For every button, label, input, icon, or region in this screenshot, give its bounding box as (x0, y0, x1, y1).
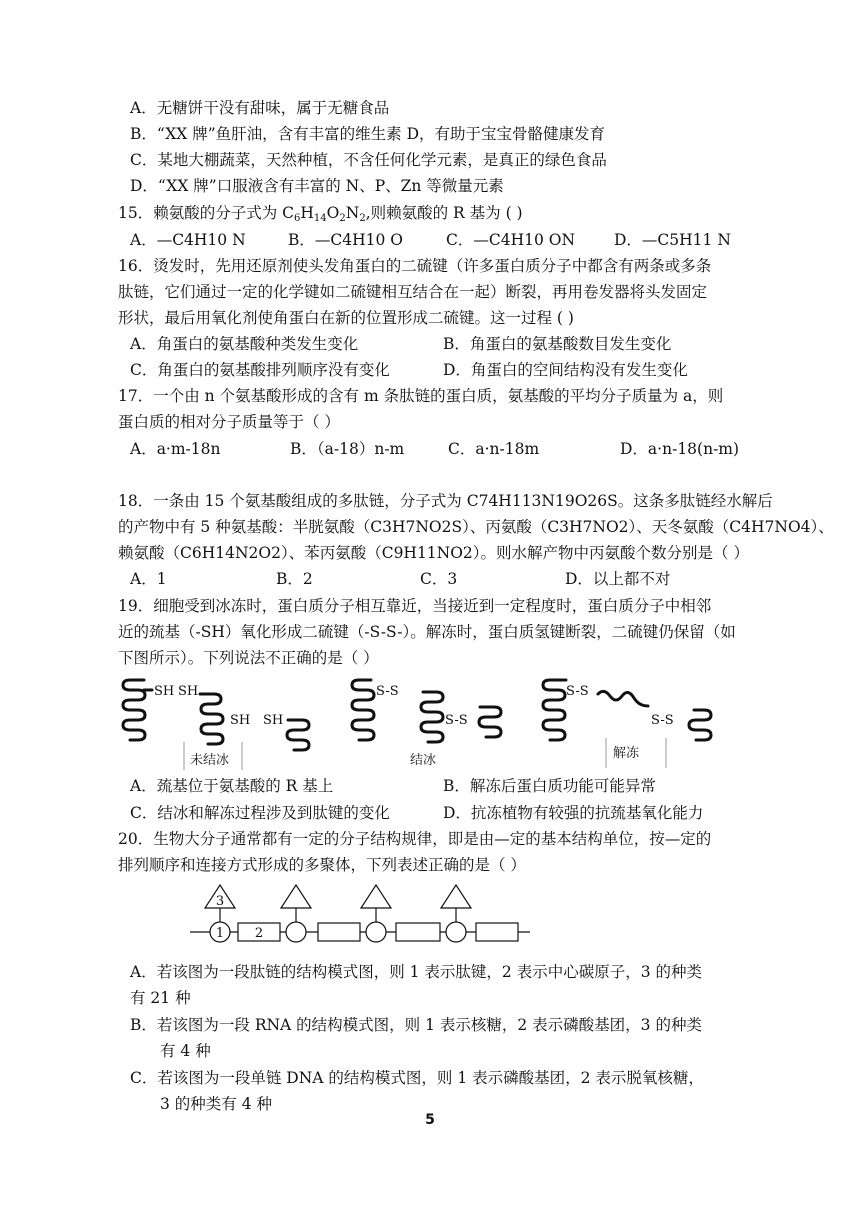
protein-chain-3a (543, 680, 566, 740)
q20-line-1: 20．生物大分子通常都有一定的分子结构规律，即是由—定的基本结构单位，按—定的 (118, 830, 712, 848)
q14-option-c: C．某地大棚蔬菜，天然种植，不含任何化学元素，是真正的绿色食品 (130, 151, 607, 169)
q19-option-a: A．巯基位于氨基酸的 R 基上 (130, 777, 334, 795)
q16-option-d: D．角蛋白的空间结构没有发生变化 (443, 361, 688, 379)
ss-label-1: S-S (376, 684, 399, 699)
q20-option-b-line-2: 有 4 种 (160, 1042, 211, 1060)
rect-unit-2 (318, 923, 360, 941)
q16-line-2: 肽链，它们通过一定的化学键如二硫键相互结合在一起）断裂，再用卷发器将头发固定 (118, 283, 708, 301)
q18-line-2: 的产物中有 5 种氨基酸：半胱氨酸（C3H7NO2S）、丙氨酸（C3H7NO2）、天冬氨酸（C4H7NO4）、 (118, 518, 834, 536)
q20-option-c-line-1: C．若该图为一段单链 DNA 的结构模式图，则 1 表示磷酸基团，2 表示脱氧核糖， (130, 1069, 704, 1087)
q18-line-1: 18．一条由 15 个氨基酸组成的多肽链，分子式为 C74H113N19O26S。这条多肽链经水解后 (118, 492, 773, 510)
q15-option-b: B．—C4H10 O (288, 231, 403, 249)
q16-option-a: A．角蛋白的氨基酸种类发生变化 (130, 335, 359, 353)
q20-option-a-line-2: 有 21 种 (130, 989, 191, 1007)
label-unfrozen: 未结冰 (190, 753, 230, 768)
q14-option-d: D．“XX 牌”口服液含有丰富的 N、P、Zn 等微量元素 (130, 177, 504, 195)
protein-chain-1b (200, 694, 223, 744)
sh-label-4: SH (263, 713, 284, 728)
ss-label-2: S-S (445, 713, 468, 728)
q15-sub-o: 2 (339, 213, 346, 224)
ss-label-4: S-S (651, 713, 674, 728)
ss-label-3: S-S (566, 684, 589, 699)
q16-line-3: 形状，最后用氧化剂使角蛋白在新的位置形成二硫键。这一过程 ( ) (118, 309, 574, 327)
q15-sub-n: 2 (359, 213, 366, 224)
q19-option-b: B．解冻后蛋白质功能可能异常 (443, 777, 656, 795)
q17-option-c: C．a·n-18m (448, 440, 540, 458)
q20-option-a-line-1: A．若该图为一段肽链的结构模式图，则 1 表示肽键，2 表示中心碳原子，3 的种类 (130, 963, 702, 981)
q17-option-b: B．（a-18）n-m (290, 440, 405, 458)
q17-option-a: A．a·m-18n (130, 440, 221, 458)
circle-unit-4 (446, 922, 466, 942)
q14-option-a: A．无糖饼干没有甜味，属于无糖食品 (130, 99, 390, 117)
q15-sub-h: 14 (313, 213, 327, 224)
protein-chain-2b (421, 692, 443, 742)
page-number: 5 (425, 1112, 435, 1128)
q17-line-2: 蛋白质的相对分子质量等于（ ） (118, 413, 340, 431)
q20-option-c-line-2: 3 的种类有 4 种 (160, 1095, 273, 1113)
triangle-unit-2 (281, 885, 311, 908)
q20-line-2: 排列顺序和连接方式形成的多聚体，下列表述正确的是（ ） (118, 856, 526, 874)
q18-option-c: C．3 (420, 570, 458, 588)
protein-chain-2c (479, 707, 501, 737)
protein-chain-2a (352, 680, 374, 740)
q15-option-d: D．—C5H11 N (614, 231, 731, 249)
q19-line-2: 近的巯基（-SH）氧化形成二硫键（-S-S-）。解冻时，蛋白质氢键断裂，二硫键仍保留（如 (118, 623, 736, 641)
q20-polymer-figure (190, 880, 540, 950)
q14-option-b: B．“XX 牌”鱼肝油，含有丰富的维生素 D，有助于宝宝骨骼健康发育 (130, 125, 606, 143)
q19-line-1: 19．细胞受到冰冻时，蛋白质分子相互靠近，当接近到一定程度时，蛋白质分子中相邻 (118, 597, 712, 615)
protein-chain-3c (689, 710, 711, 740)
q15-option-a: A．—C4H10 N (130, 231, 246, 249)
q16-option-c: C．角蛋白的氨基酸排列顺序没有变化 (130, 361, 390, 379)
q18-line-3: 赖氨酸（C6H14N2O2）、苯丙氨酸（C9H11NO2）。则水解产物中丙氨酸个数分别是（ ） (118, 544, 749, 562)
q20-option-b-line-1: B．若该图为一段 RNA 的结构模式图，则 1 表示核糖，2 表示磷酸基团，3 的种类 (130, 1016, 702, 1034)
label-1: 1 (215, 926, 225, 941)
q19-protein-freezing-figure (118, 672, 728, 772)
q19-option-d: D．抗冻植物有较强的抗巯基氧化能力 (443, 804, 704, 822)
q19-option-c: C．结冰和解冻过程涉及到肽键的变化 (130, 804, 390, 822)
q19-line-3: 下图所示）。下列说法不正确的是（ ） (118, 649, 379, 667)
triangle-unit-4 (441, 885, 471, 908)
q17-line-1: 17．一个由 n 个氨基酸形成的含有 m 条肽链的蛋白质，氨基酸的平均分子质量为 a，则 (118, 387, 724, 405)
sh-label-1: SH (154, 684, 175, 699)
protein-chain-1a (123, 680, 145, 740)
q15-sub-c: 6 (294, 213, 301, 224)
label-frozen: 结冰 (410, 753, 437, 768)
label-thawed: 解冻 (613, 746, 640, 761)
q16-line-1: 16．烫发时，先用还原剂使头发角蛋白的二硫键（许多蛋白质分子中都含有两条或多条 (118, 257, 712, 275)
label-2: 2 (254, 926, 264, 941)
rect-unit-3 (396, 923, 440, 941)
protein-chain-1c (287, 720, 309, 750)
q17-option-d: D．a·n-18(n-m) (620, 440, 740, 458)
rect-unit-4 (476, 923, 518, 941)
protein-chain-3b (598, 691, 648, 706)
circle-unit-3 (366, 922, 386, 942)
q15-stem: 15．赖氨酸的分子式为 $C_6H_{14}O_2N_2$,则赖氨酸的 R 基为 ( ) (118, 204, 523, 224)
q18-option-a: A．1 (130, 570, 167, 588)
circle-unit-2 (286, 922, 306, 942)
sh-label-3: SH (230, 713, 251, 728)
q15-option-c: C．—C4H10 ON (446, 231, 576, 249)
q16-option-b: B．角蛋白的氨基酸数目发生变化 (443, 335, 672, 353)
triangle-unit-3 (361, 885, 391, 908)
q18-option-d: D．以上都不对 (565, 570, 671, 588)
sh-label-2: SH (178, 684, 199, 699)
q18-option-b: B．2 (276, 570, 313, 588)
label-3: 3 (215, 894, 225, 909)
